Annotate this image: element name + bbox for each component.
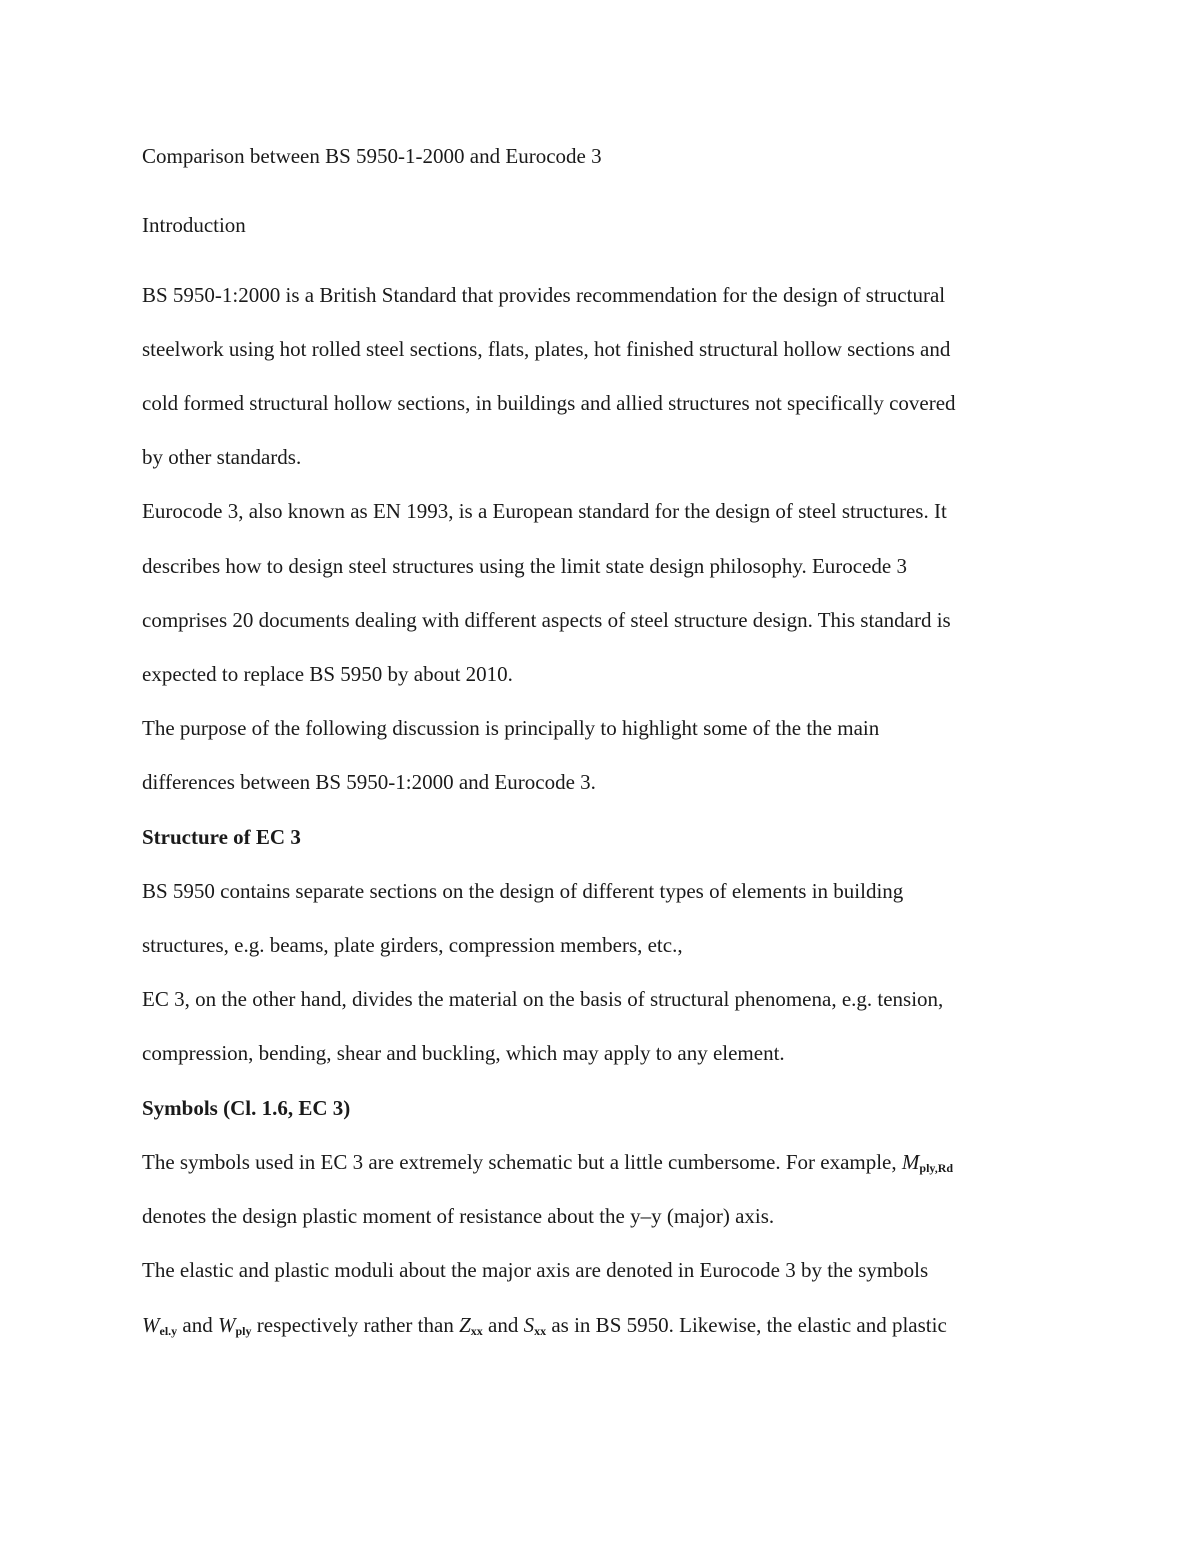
paragraph-line: steelwork using hot rolled steel sections, flats, plates, hot finished structural hollow sections and	[142, 337, 951, 361]
math-subscript: el.y	[159, 1324, 178, 1338]
math-subscript: xx	[470, 1324, 483, 1338]
paragraph-line: structures, e.g. beams, plate girders, compression members, etc.,	[142, 933, 683, 957]
inline-text: and	[177, 1313, 218, 1337]
math-symbol: Z	[459, 1313, 471, 1337]
section-heading-introduction: Introduction	[142, 213, 246, 237]
math-subscript: ply,Rd	[919, 1161, 954, 1175]
inline-text: respectively rather than	[251, 1313, 460, 1337]
inline-text: The symbols used in EC 3 are extremely schematic but a little cumbersome. For example,	[142, 1150, 902, 1174]
paragraph-line-with-symbol	[142, 1148, 1072, 1182]
document-title: Comparison between BS 5950-1-2000 and Eurocode 3	[142, 144, 602, 168]
inline-text: and	[482, 1313, 524, 1337]
math-subscript: ply	[235, 1324, 252, 1338]
paragraph-line: BS 5950 contains separate sections on the design of different types of elements in building	[142, 879, 904, 903]
math-symbol: W	[218, 1313, 236, 1337]
paragraph-line: Eurocode 3, also known as EN 1993, is a European standard for the design of steel structures. It	[142, 499, 947, 523]
section-heading-structure: Structure of EC 3	[142, 825, 301, 849]
math-symbol: W	[142, 1313, 160, 1337]
paragraph-line: The purpose of the following discussion is principally to highlight some of the the main	[142, 716, 880, 740]
math-subscript: xx	[534, 1324, 547, 1338]
paragraph-line: compression, bending, shear and buckling, which may apply to any element.	[142, 1041, 785, 1065]
paragraph-line: cold formed structural hollow sections, in buildings and allied structures not specifically covered	[142, 391, 956, 415]
paragraph-line: comprises 20 documents dealing with different aspects of steel structure design. This standard is	[142, 608, 951, 632]
math-symbol: M	[901, 1150, 920, 1174]
paragraph-line: EC 3, on the other hand, divides the material on the basis of structural phenomena, e.g. tension,	[142, 987, 944, 1011]
paragraph-line: describes how to design steel structures using the limit state design philosophy. Eurocede 3	[142, 554, 907, 578]
section-heading-symbols: Symbols (Cl. 1.6, EC 3)	[142, 1096, 351, 1120]
paragraph-line: BS 5950-1:2000 is a British Standard that provides recommendation for the design of structural	[142, 283, 946, 307]
paragraph-line: differences between BS 5950-1:2000 and Eurocode 3.	[142, 770, 596, 794]
math-symbol: S	[523, 1313, 535, 1337]
paragraph-line-with-symbols	[142, 1311, 1072, 1345]
paragraph-line: by other standards.	[142, 445, 302, 469]
paragraph-line: The elastic and plastic moduli about the major axis are denoted in Eurocode 3 by the symbols	[142, 1258, 929, 1282]
paragraph-line: denotes the design plastic moment of resistance about the y–y (major) axis.	[142, 1204, 775, 1228]
inline-text: as in BS 5950. Likewise, the elastic and plastic	[546, 1313, 947, 1337]
paragraph-line: expected to replace BS 5950 by about 2010.	[142, 662, 513, 686]
